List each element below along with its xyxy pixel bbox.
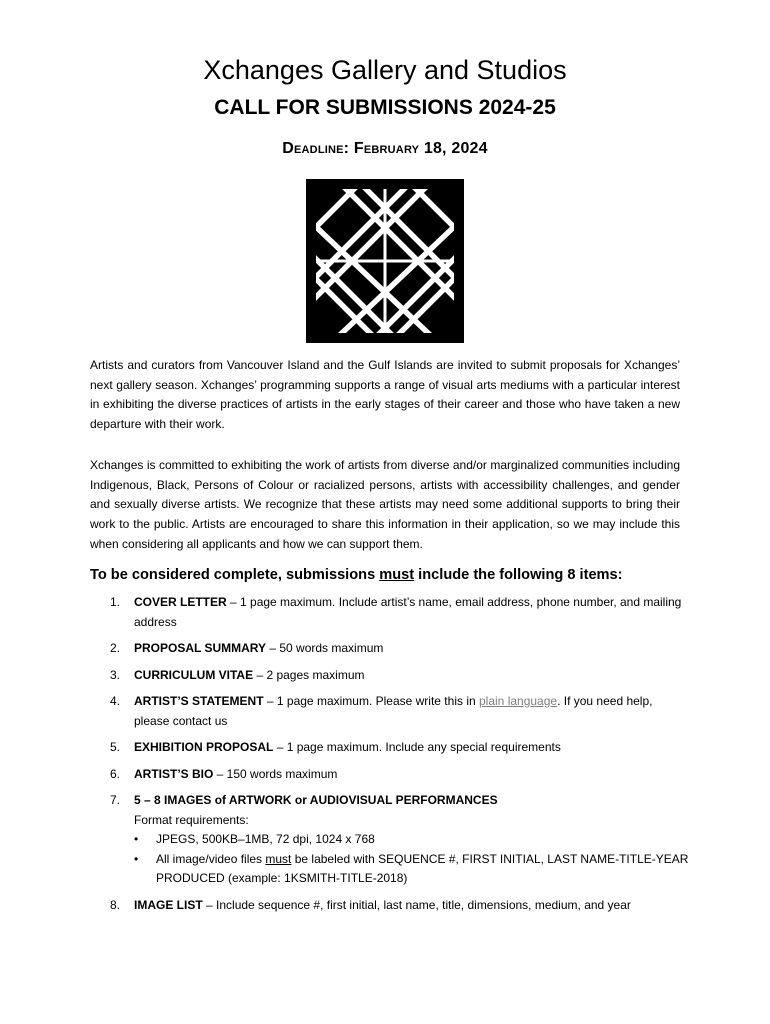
- item-number: 5.: [110, 740, 121, 754]
- item-number: 4.: [110, 694, 121, 708]
- item-number: 8.: [110, 897, 121, 912]
- item-title: EXHIBITION PROPOSAL: [134, 740, 274, 754]
- requirements-list: [90, 593, 690, 915]
- page-subtitle: CALL FOR SUBMISSIONS 2024-25: [214, 96, 556, 119]
- format-item: [134, 850, 690, 889]
- format-label: Format requirements:: [134, 812, 249, 827]
- intro-paragraph-1: Artists and curators from Vancouver Island and the Gulf Islands are invited to submit proposals for Xchanges’ next gallery season. Xchanges’ programming supports a range of visual arts mediums with a particular interest in exhibiting the diverse practices of artists in the early stages of their career and those who have taken a new departure with their work.: [90, 358, 680, 432]
- bullet-icon: •: [134, 851, 139, 866]
- item-title: COVER LETTER: [134, 595, 227, 609]
- list-item: [90, 896, 690, 916]
- list-item: [90, 765, 690, 785]
- item-text: – 2 pages maximum: [253, 667, 365, 682]
- item-text-end: . If you need help, please contact us: [134, 694, 653, 728]
- bullet-icon: •: [134, 832, 139, 846]
- format-text-end: be labeled with SEQUENCE #, FIRST INITIAL, LAST NAME-TITLE-YEAR PRODUCED (example: 1KSMITH-TITLE-2018): [156, 851, 689, 885]
- intro-paragraph-2: Xchanges is committed to exhibiting the work of artists from diverse and/or marginalized communities including Indigenous, Black, Persons of Colour or racialized persons, artists with accessibility challenges, and gender and sexually diverse artists. We recognize that these artists may need some additional supports to bring their work to the public. Artists are encouraged to share this information in their application, so we may include this when considering all applicants and how we can support them.: [90, 458, 680, 551]
- lattice-logo-icon: [306, 179, 464, 343]
- item-text: – 1 page maximum. Include any special requirements: [273, 740, 561, 754]
- item-number: 1.: [110, 595, 121, 609]
- item-title: 5 – 8 IMAGES of ARTWORK or AUDIOVISUAL PERFORMANCES: [134, 793, 498, 807]
- item-text: – 150 words maximum: [213, 766, 338, 781]
- item-text: – 50 words maximum: [266, 641, 384, 655]
- format-emphasis: must: [265, 851, 292, 866]
- item-number: 7.: [110, 793, 121, 807]
- item-text: – 1 page maximum. Please write this in: [263, 694, 479, 708]
- list-item: [90, 791, 690, 889]
- item-number: 2.: [110, 641, 121, 655]
- item-title: IMAGE LIST: [134, 897, 203, 912]
- item-text: – 1 page maximum. Include artist’s name, email address, phone number, and mailing address: [134, 595, 682, 629]
- item-number: 6.: [110, 766, 121, 781]
- list-item: [90, 666, 690, 686]
- item-number: 3.: [110, 667, 121, 682]
- item-title: ARTIST’S BIO: [134, 766, 214, 781]
- list-item: [90, 692, 690, 731]
- list-item: [90, 738, 690, 758]
- item-title: PROPOSAL SUMMARY: [134, 641, 267, 655]
- deadline: Deadline: February 18, 2024: [282, 140, 488, 157]
- list-item: [90, 593, 690, 632]
- xchanges-logo: [306, 179, 464, 343]
- list-item: [90, 639, 690, 659]
- page-title: Xchanges Gallery and Studios: [203, 55, 567, 85]
- heading-emphasis: must: [379, 567, 415, 583]
- heading-text: To be considered complete, submissions: [90, 567, 380, 583]
- format-list: [134, 830, 690, 889]
- format-text: JPEGS, 500KB–1MB, 72 dpi, 1024 x 768: [156, 832, 375, 846]
- requirements-heading: [90, 564, 690, 586]
- format-text: All image/video files: [156, 851, 266, 866]
- format-item: [134, 830, 690, 850]
- heading-text-end: include the following 8 items:: [414, 567, 623, 583]
- plain-language-link[interactable]: plain language: [479, 694, 558, 708]
- item-title: CURRICULUM VITAE: [134, 667, 254, 682]
- item-title: ARTIST’S STATEMENT: [134, 694, 264, 708]
- item-text: – Include sequence #, first initial, last name, title, dimensions, medium, and year: [202, 897, 631, 912]
